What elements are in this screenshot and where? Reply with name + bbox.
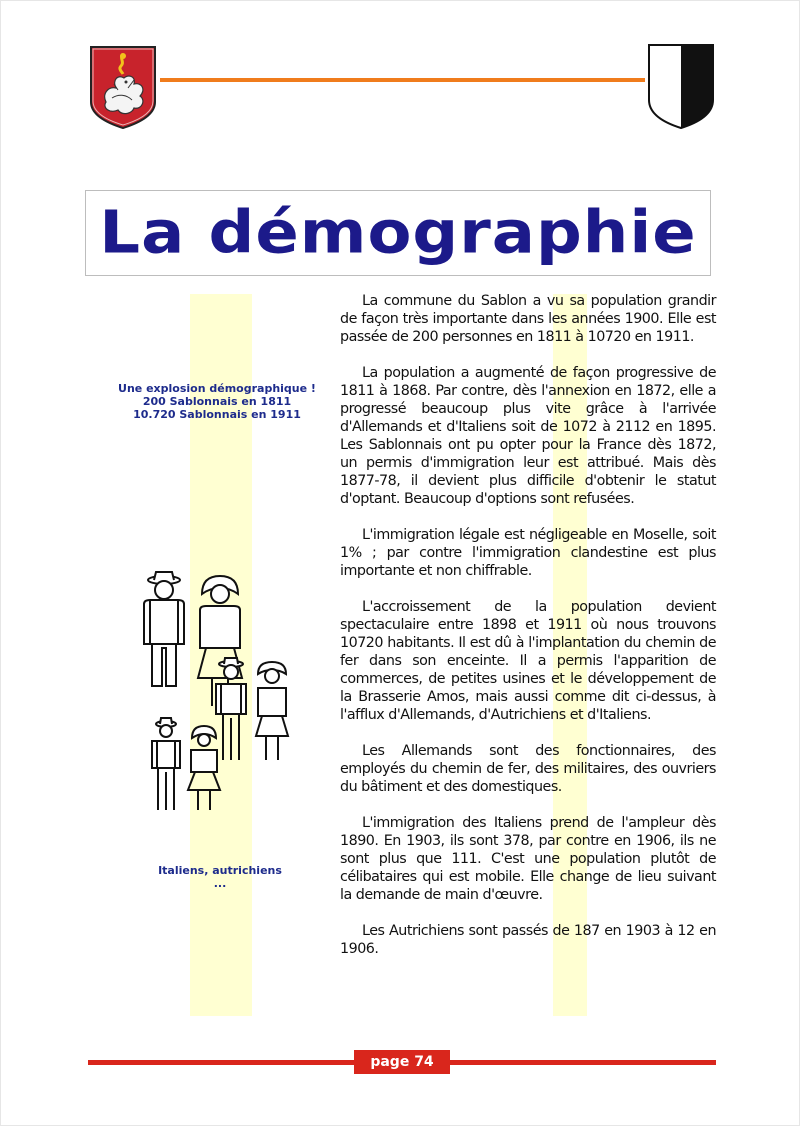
caption-line: Italiens, autrichiens (158, 864, 282, 877)
caption-line: 200 Sablonnais en 1811 (142, 395, 292, 408)
paragraph: Les Allemands sont des fonctionnaires, des employés du chemin de fer, des militaires, des ouvriers du bâtiment et des domestiques. (340, 743, 716, 795)
page-title: La démographie (99, 198, 697, 268)
paragraph: La population a augmenté de façon progressive de 1811 à 1868. Par contre, dès l'annexion en 1872, elle a progressé beaucoup plus vite grâce à l'arrivée d'Allemands et d'Italiens soit de 1072 à 2112 en 1895. Les Sablonnais ont pu opter pour la France dès 1872, un permis d'immigration leur est attribué. Mais dès 1877-78, il devient plus difficile d'obtenir le statut d'optant. Beaucoup d'options sont refusées. (340, 365, 716, 507)
caption-line: Une explosion démographique ! (118, 382, 316, 395)
paragraph: L'immigration des Italiens prend de l'ampleur dès 1890. En 1903, ils sont 378, par contre en 1906, ils ne sont plus que 111. C'est une population plutôt de célibataires qui est mobile. Elle change de lieu suivant la demande de main d'œuvre. (340, 815, 716, 903)
caption-line: ... (213, 877, 227, 890)
page-number: page 74 (354, 1050, 450, 1074)
sidebar-caption-bottom (150, 864, 290, 890)
title-box (85, 190, 711, 276)
sidebar-caption-top (112, 382, 322, 421)
paragraph: La commune du Sablon a vu sa population grandir de façon très importante dans les années 1900. Elle est passée de 200 personnes en 1811 à 10720 en 1911. (340, 293, 716, 345)
dragon-coat-of-arms-icon (88, 44, 158, 130)
paragraph: Les Autrichiens sont passés de 187 en 1903 à 12 en 1906. (340, 923, 716, 957)
body-text (340, 292, 716, 976)
caption-line: 10.720 Sablonnais en 1911 (133, 408, 301, 421)
paragraph: L'accroissement de la population devient spectaculaire entre 1898 et 1911 où nous trouvons 10720 habitants. Il est dû à l'implantation du chemin de fer dans son enceinte. Il a permis l'apparition de commerces, de petites usines et le développement de la Brasserie Amos, mais aussi comme dit ci-dessus, à l'afflux d'Allemands, d'Autrichiens et d'Italiens. (340, 599, 716, 723)
black-white-shield-icon (646, 42, 716, 130)
paragraph: L'immigration légale est négligeable en Moselle, soit 1% ; par contre l'immigration clandestine est plus importante et non chiffrable. (340, 527, 716, 579)
family-figures-icon (130, 570, 300, 820)
header-rule (160, 78, 645, 82)
